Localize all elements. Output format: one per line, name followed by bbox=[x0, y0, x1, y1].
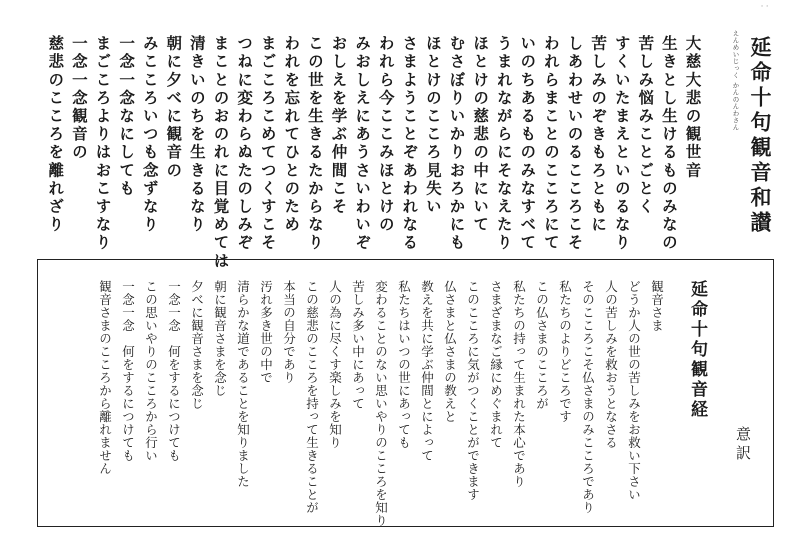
translation-line: 私たちの持って生まれた本心であり bbox=[511, 280, 527, 488]
translation-line: 一念一念 何をするにつけても bbox=[166, 280, 182, 462]
verse-line: いのちあるものみなすべて bbox=[518, 35, 538, 253]
verse-line: この世を生きるたからなり bbox=[305, 35, 325, 253]
verse-line: 苦しみのぞきもろともに bbox=[589, 35, 609, 235]
translation-line: 仏さまと仏さまの教えと bbox=[442, 280, 458, 423]
translation-line: 人の為に尽くす楽しみを知り bbox=[327, 280, 343, 449]
translation-line: 教えを共に学ぶ仲間とによって bbox=[419, 280, 435, 462]
translation-line: 汚れ多き世の中で bbox=[258, 280, 274, 384]
translation-line: このこころに気がつくことができます bbox=[465, 280, 481, 501]
upper-title-block bbox=[731, 18, 776, 236]
translation-line: この思いやりのこころから行い bbox=[143, 280, 159, 462]
verse-line: 朝に夕べに観音の bbox=[164, 35, 184, 180]
translation-line: 朝に観音さまを念じ bbox=[212, 280, 228, 397]
upper-title-ruby: えんめいじっく かんのんわさん bbox=[731, 30, 740, 131]
translation-line: 観音さまのこころから離れません bbox=[97, 280, 113, 475]
upper-title: 延命十句観音和讃 bbox=[748, 36, 773, 236]
verse-line: 一念一念観音の bbox=[69, 35, 89, 162]
verse-line: みこころいつも念ずなり bbox=[140, 35, 160, 235]
lower-title: 延命十句観音経 bbox=[687, 280, 707, 420]
verse-line: われを忘れてひとのため bbox=[282, 35, 302, 235]
translation-line: 観音さま bbox=[649, 280, 665, 332]
translation-line: この仏さまのこころが bbox=[534, 280, 550, 410]
verse-line: しあわせいのるこころこそ bbox=[565, 35, 585, 253]
verse-line: 一念一念なにしても bbox=[117, 35, 137, 198]
translation-line: 一念一念 何をするにつけても bbox=[120, 280, 136, 462]
translation-line: どうか人の世の苦しみをお救い下さい bbox=[626, 280, 642, 501]
scan-mark: ﾟ ﾟ bbox=[761, 5, 770, 13]
translation-line: 人の苦しみを救おうとなさる bbox=[603, 280, 619, 449]
translation-line: 本当の自分であり bbox=[281, 280, 297, 384]
verse-line: うまれながらにそなえたり bbox=[494, 35, 514, 253]
verse-line: 苦しみ悩みことごとく bbox=[636, 35, 656, 216]
verse-line: すくいたまえといのるなり bbox=[612, 35, 632, 253]
translation-line: 夕べに観音さまを念じ bbox=[189, 280, 205, 410]
verse-line: むさぼりいかりおろかにも bbox=[447, 35, 467, 253]
verse-line: まことのおのれに目覚めては bbox=[211, 35, 231, 271]
translation-line: 苦しみ多い中にあって bbox=[350, 280, 366, 410]
verse-line: みおしえにあうさいわいぞ bbox=[353, 35, 373, 253]
verse-line: われら今ここみほとけの bbox=[376, 35, 396, 235]
translation-line: そのこころこそ仏さまのみこころであり bbox=[580, 280, 596, 514]
verse-line: 慈悲のこころを離れざり bbox=[46, 35, 66, 235]
verse-line: 生きとし生けるものみなの bbox=[659, 35, 679, 253]
verse-line: 清きいのちを生きるなり bbox=[187, 35, 207, 235]
translation-line: 清らかな道であることを知りました bbox=[235, 280, 251, 488]
verse-line: ほとけのこころ見失い bbox=[423, 35, 443, 216]
verse-line: おしえを学ぶ仲間こそ bbox=[329, 35, 349, 216]
verse-line: まごころよりはおこすなり bbox=[93, 35, 113, 253]
translation-line: 変わることのない思いやりのこころを知り bbox=[373, 280, 389, 527]
verse-line: われらまことのこころにて bbox=[541, 35, 561, 253]
translation-line: この慈悲のこころを持って生きることが bbox=[304, 280, 320, 514]
translation-line: さまざまなご縁にめぐまれて bbox=[488, 280, 504, 449]
lower-subtitle: 意訳 bbox=[734, 426, 752, 464]
verse-line: つねに変わらぬたのしみぞ bbox=[235, 35, 255, 253]
translation-line: 私たちはいつの世にあっても bbox=[396, 280, 412, 449]
verse-line: ほとけの慈悲の中にいて bbox=[471, 35, 491, 235]
translation-line: 私たちのよりどころです bbox=[557, 280, 573, 423]
verse-line: さまようことぞあわれなる bbox=[400, 35, 420, 253]
translation-box bbox=[37, 259, 774, 527]
verse-line: まごころこめてつくすこそ bbox=[258, 35, 278, 253]
verse-line: 大慈大悲の観世音 bbox=[683, 35, 703, 180]
